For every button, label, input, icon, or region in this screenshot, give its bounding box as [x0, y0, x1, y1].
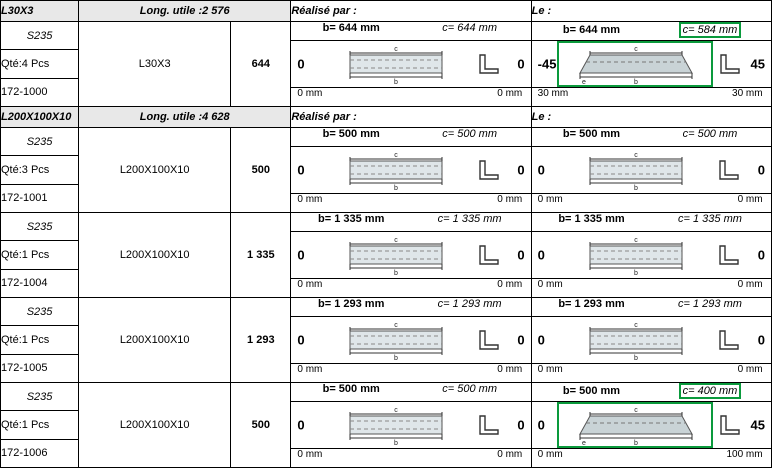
figure-container — [291, 317, 530, 363]
angle-right: 0 — [757, 162, 765, 178]
figure-container — [291, 402, 530, 448]
block-le: Le : — [531, 107, 771, 128]
section-figure — [560, 150, 710, 190]
measure-header — [532, 298, 771, 317]
c-dimension: c= 644 mm — [442, 22, 497, 34]
measure-header — [532, 128, 771, 147]
angle-profile-icon — [476, 159, 502, 181]
b-dimension: b= 500 mm — [562, 385, 621, 397]
length-cell: 500 — [231, 128, 291, 213]
quantity-cell: Qté:3 Pcs — [1, 156, 79, 184]
designation-cell: L30X3 — [79, 22, 231, 107]
c-dimension: c= 500 mm — [442, 128, 497, 140]
angle-profile-icon — [476, 329, 502, 351]
angle-right: 0 — [517, 417, 525, 433]
c-dimension-highlight — [679, 22, 742, 38]
c-dimension: c= 584 mm — [682, 24, 738, 36]
angle-icon-wrap — [716, 159, 742, 181]
offset-left: 0 mm — [537, 194, 563, 205]
section-figure — [560, 320, 710, 360]
length-cell: 644 — [231, 22, 291, 107]
block-realise-par: Réalisé par : — [291, 1, 531, 22]
svg-text:c: c — [394, 407, 398, 414]
measure-footer — [291, 448, 530, 467]
offset-left: 0 mm — [537, 449, 563, 460]
figure-row — [532, 317, 771, 363]
offset-right: 0 mm — [737, 364, 763, 375]
section-figure — [320, 44, 470, 84]
b-dimension: b= 1 335 mm — [558, 213, 625, 225]
angle-left: 0 — [537, 332, 545, 348]
figure-row — [532, 147, 771, 193]
le-cell[interactable] — [531, 383, 771, 468]
measure-footer — [532, 363, 771, 382]
angle-icon-wrap — [476, 329, 502, 351]
measure-header — [532, 22, 771, 41]
angle-icon-wrap — [476, 159, 502, 181]
c-dimension: c= 500 mm — [442, 383, 497, 395]
c-dimension: c= 1 293 mm — [437, 298, 502, 310]
le-cell[interactable] — [531, 128, 771, 213]
angle-icon-wrap — [717, 414, 743, 436]
quantity-cell: Qté:4 Pcs — [1, 50, 79, 78]
b-dimension: b= 1 293 mm — [558, 298, 625, 310]
quantity-cell: Qté:1 Pcs — [1, 241, 79, 269]
b-dimension: b= 644 mm — [562, 24, 621, 36]
b-dimension: b= 500 mm — [322, 128, 380, 140]
angle-right: 0 — [517, 247, 525, 263]
angle-icon-wrap — [476, 244, 502, 266]
realise-cell[interactable] — [291, 128, 531, 213]
offset-left: 0 mm — [537, 279, 563, 290]
angle-right: 45 — [750, 56, 765, 72]
svg-text:c: c — [634, 237, 639, 244]
svg-text:c: c — [634, 46, 639, 53]
reference-cell: 172-1000 — [1, 78, 79, 106]
offset-right: 0 mm — [737, 194, 763, 205]
measure-footer — [291, 193, 530, 212]
offset-right: 0 mm — [497, 194, 523, 205]
measure-footer — [532, 193, 771, 212]
measure-header — [291, 298, 530, 317]
b-dimension: b= 1 335 mm — [318, 213, 385, 225]
b-dimension: b= 500 mm — [322, 383, 380, 395]
section-figure — [320, 320, 470, 360]
figure-container — [532, 402, 771, 448]
reference-cell: 172-1006 — [1, 439, 79, 467]
svg-text:c: c — [634, 322, 639, 329]
svg-text:b: b — [394, 270, 398, 275]
section-figure — [560, 235, 710, 275]
angle-right: 0 — [517, 332, 525, 348]
angle-profile-icon — [717, 414, 743, 436]
material-cell: S235 — [1, 298, 79, 326]
le-cell[interactable] — [531, 213, 771, 298]
measure-header — [291, 128, 530, 147]
angle-left: 0 — [297, 56, 305, 72]
offset-left: 30 mm — [537, 88, 569, 99]
svg-text:e: e — [582, 79, 587, 84]
angle-left: 0 — [537, 162, 545, 178]
section-figure-angled — [560, 44, 710, 84]
offset-left: 0 mm — [297, 279, 323, 290]
offset-right: 0 mm — [497, 364, 523, 375]
offset-right: 0 mm — [497, 88, 523, 99]
table-row[interactable] — [1, 383, 772, 411]
svg-text:c: c — [394, 237, 398, 244]
reference-cell: 172-1001 — [1, 184, 79, 212]
svg-text:c: c — [394, 46, 398, 53]
angle-right: 0 — [517, 162, 525, 178]
material-cell: S235 — [1, 128, 79, 156]
block-profile: L30X3 — [1, 1, 79, 22]
offset-right: 100 mm — [726, 449, 763, 460]
svg-text:b: b — [634, 185, 639, 190]
table-row[interactable] — [1, 213, 772, 241]
b-dimension: b= 644 mm — [322, 22, 380, 34]
angle-icon-wrap — [476, 414, 502, 436]
angle-right: 0 — [757, 247, 765, 263]
offset-left: 0 mm — [297, 364, 323, 375]
figure-row — [532, 41, 771, 87]
angle-profile-icon — [716, 329, 742, 351]
angle-icon-wrap — [476, 53, 502, 75]
svg-text:b: b — [394, 440, 398, 445]
section-figure — [320, 150, 470, 190]
angle-left: 0 — [297, 162, 305, 178]
c-dimension: c= 1 293 mm — [678, 298, 742, 310]
block-profile: L200X100X10 — [1, 107, 79, 128]
angle-profile-icon — [716, 159, 742, 181]
c-dimension: c= 1 335 mm — [437, 213, 502, 225]
svg-text:b: b — [634, 270, 639, 275]
svg-text:b: b — [634, 79, 639, 84]
block-long-utile: Long. utile :4 628 — [79, 107, 291, 128]
angle-right: 0 — [757, 332, 765, 348]
section-figure-angled — [560, 405, 710, 445]
figure-container — [291, 232, 530, 278]
measure-header — [291, 383, 530, 402]
angle-icon-wrap — [716, 244, 742, 266]
block-header-row — [1, 1, 772, 22]
svg-text:c: c — [394, 322, 398, 329]
b-dimension: b= 1 293 mm — [318, 298, 385, 310]
designation-cell: L200X100X10 — [79, 383, 231, 468]
realise-cell[interactable] — [291, 213, 531, 298]
b-dimension: b= 500 mm — [562, 128, 621, 140]
svg-text:c: c — [634, 152, 639, 159]
material-cell: S235 — [1, 22, 79, 50]
figure-row — [291, 317, 530, 363]
angle-left: -45 — [537, 56, 557, 72]
svg-text:b: b — [634, 440, 639, 445]
section-figure — [320, 235, 470, 275]
svg-text:b: b — [394, 185, 398, 190]
figure-container — [291, 147, 530, 193]
length-cell: 1 335 — [231, 213, 291, 298]
block-realise-par: Réalisé par : — [291, 107, 531, 128]
quantity-cell: Qté:1 Pcs — [1, 326, 79, 354]
figure-row — [291, 402, 530, 448]
table-row[interactable] — [1, 128, 772, 156]
c-dimension: c= 1 335 mm — [678, 213, 742, 225]
offset-left: 0 mm — [297, 194, 323, 205]
measure-footer — [291, 278, 530, 297]
measure-footer — [291, 87, 530, 106]
figure-highlight — [559, 43, 711, 85]
offset-right: 0 mm — [737, 279, 763, 290]
offset-left: 0 mm — [297, 449, 323, 460]
angle-right: 0 — [517, 56, 525, 72]
measure-header — [532, 383, 771, 402]
angle-left: 0 — [537, 417, 545, 433]
measure-footer — [532, 278, 771, 297]
offset-right: 30 mm — [732, 88, 763, 99]
angle-profile-icon — [476, 53, 502, 75]
figure-row — [291, 232, 530, 278]
realise-cell[interactable] — [291, 298, 531, 383]
offset-left: 0 mm — [537, 364, 563, 375]
angle-left: 0 — [297, 332, 305, 348]
realise-cell[interactable] — [291, 383, 531, 468]
length-cell: 1 293 — [231, 298, 291, 383]
svg-text:b: b — [394, 79, 398, 84]
figure-container — [532, 232, 771, 278]
figure-container — [291, 41, 530, 87]
c-dimension-highlight — [679, 383, 742, 399]
angle-left: 0 — [297, 417, 305, 433]
section-figure — [320, 405, 470, 445]
length-cell: 500 — [231, 383, 291, 468]
measure-footer — [291, 363, 530, 382]
reference-cell: 172-1004 — [1, 269, 79, 297]
designation-cell: L200X100X10 — [79, 298, 231, 383]
angle-left: 0 — [297, 247, 305, 263]
measure-header — [291, 213, 530, 232]
figure-highlight — [559, 404, 711, 446]
figure-row — [532, 232, 771, 278]
offset-right: 0 mm — [497, 449, 523, 460]
figure-row — [291, 41, 530, 87]
block-le: Le : — [531, 1, 771, 22]
figure-row — [532, 402, 771, 448]
angle-icon-wrap — [716, 329, 742, 351]
angle-profile-icon — [476, 414, 502, 436]
angle-left: 0 — [537, 247, 545, 263]
angle-right: 45 — [750, 417, 765, 433]
table-row[interactable] — [1, 298, 772, 326]
le-cell[interactable] — [531, 22, 771, 107]
angle-profile-icon — [716, 244, 742, 266]
realise-cell[interactable] — [291, 22, 531, 107]
reference-cell: 172-1005 — [1, 354, 79, 382]
angle-profile-icon — [476, 244, 502, 266]
c-dimension: c= 400 mm — [682, 385, 738, 397]
svg-text:b: b — [634, 355, 639, 360]
designation-cell: L200X100X10 — [79, 213, 231, 298]
figure-container — [532, 41, 771, 87]
svg-text:b: b — [394, 355, 398, 360]
quantity-cell: Qté:1 Pcs — [1, 411, 79, 439]
designation-cell: L200X100X10 — [79, 128, 231, 213]
table-row[interactable] — [1, 22, 772, 50]
block-header-row — [1, 107, 772, 128]
measure-header — [291, 22, 530, 41]
block-long-utile: Long. utile :2 576 — [79, 1, 291, 22]
measure-footer — [532, 448, 771, 467]
material-cell: S235 — [1, 213, 79, 241]
le-cell[interactable] — [531, 298, 771, 383]
svg-text:c: c — [634, 407, 639, 414]
measure-footer — [532, 87, 771, 106]
figure-container — [532, 317, 771, 363]
offset-right: 0 mm — [497, 279, 523, 290]
c-dimension: c= 500 mm — [682, 128, 738, 140]
figure-row — [291, 147, 530, 193]
angle-profile-icon — [717, 53, 743, 75]
material-cell: S235 — [1, 383, 79, 411]
offset-left: 0 mm — [297, 88, 323, 99]
measure-header — [532, 213, 771, 232]
svg-text:e: e — [582, 440, 587, 445]
svg-text:c: c — [394, 152, 398, 159]
figure-container — [532, 147, 771, 193]
angle-icon-wrap — [717, 53, 743, 75]
